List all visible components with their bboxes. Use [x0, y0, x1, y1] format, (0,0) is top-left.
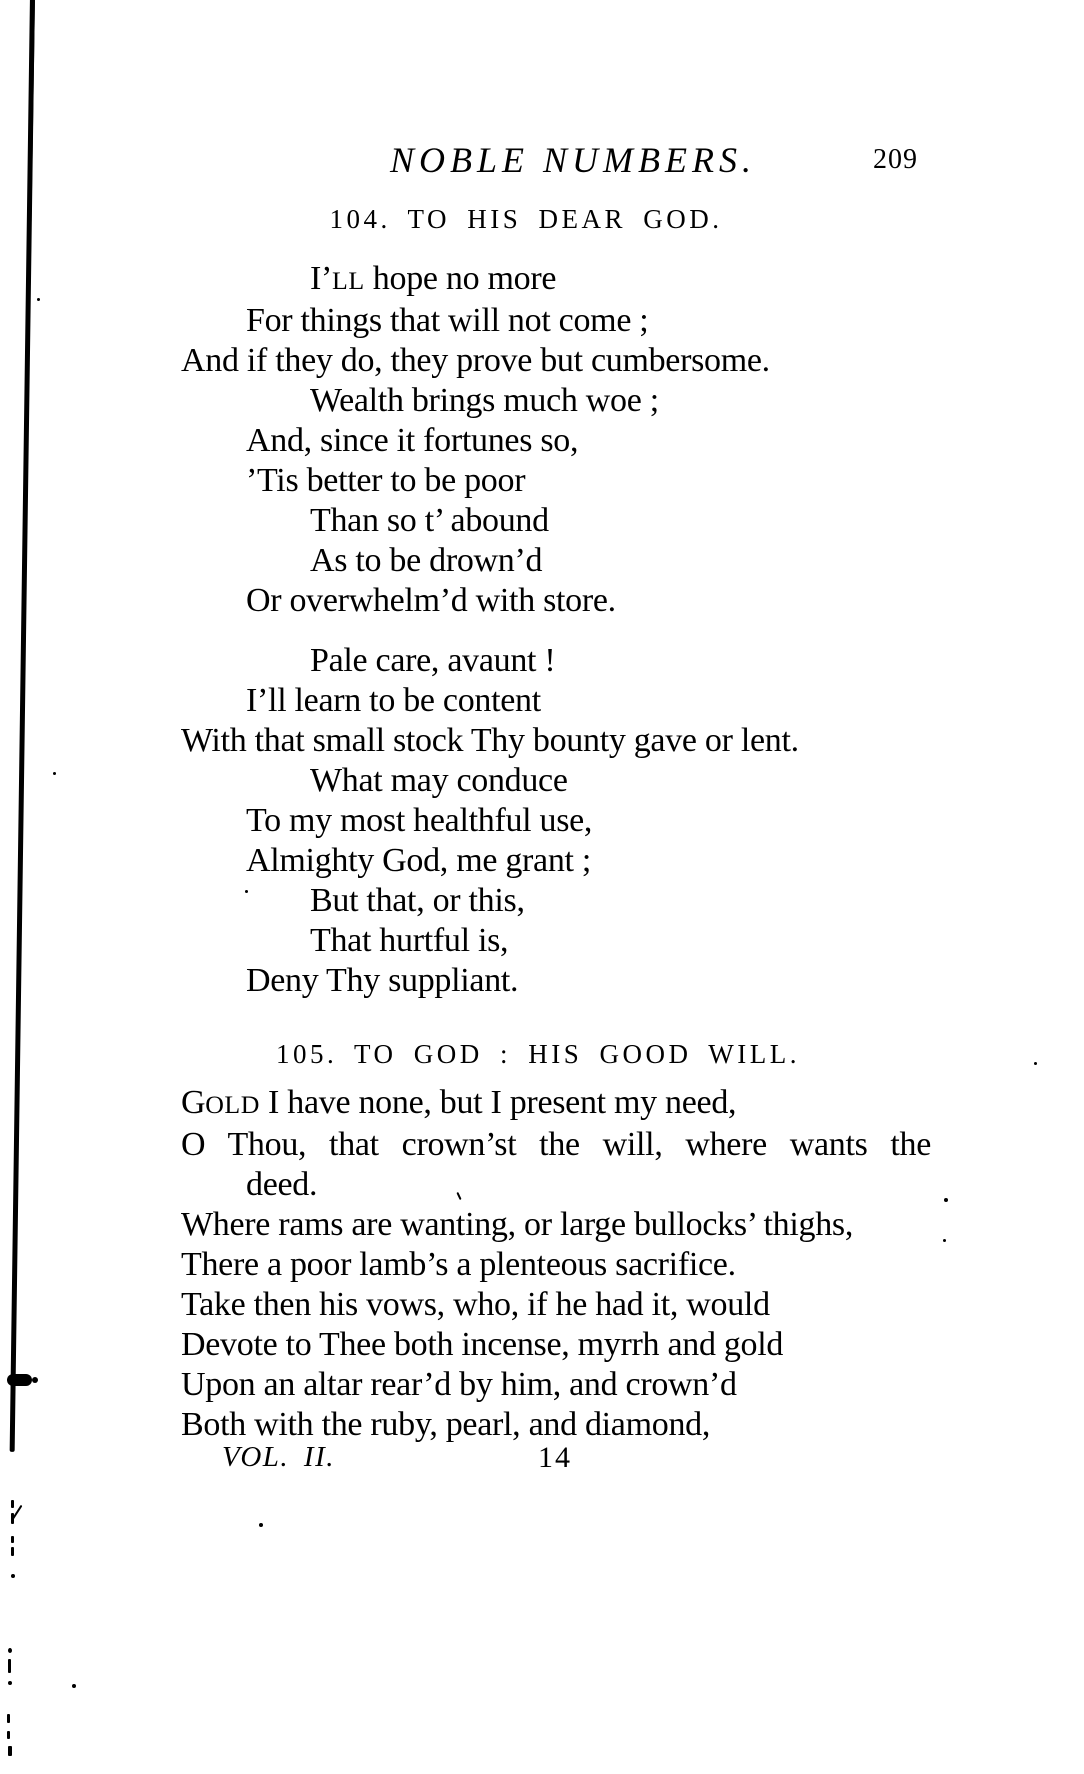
- poem-line: That hurtful is,: [310, 922, 509, 959]
- poem-line: Pale care, avaunt !: [310, 642, 556, 679]
- scan-artifact: [11, 1574, 15, 1578]
- poem-line: Both with the ruby, pearl, and diamond,: [181, 1406, 711, 1443]
- volume-label: VOL. II.: [222, 1441, 335, 1473]
- scan-artifact: [1034, 1062, 1037, 1065]
- poem-line: To my most healthful use,: [246, 802, 593, 839]
- scan-artifact: [8, 1648, 12, 1653]
- poem-line: And, since it fortunes so,: [246, 422, 579, 459]
- poem-104-stanza-1: [181, 259, 931, 621]
- poem-line: For things that will not come ;: [246, 302, 649, 339]
- scan-artifact: [8, 1681, 12, 1685]
- poem-line: But that, or this,: [310, 882, 525, 919]
- running-title: NOBLE NUMBERS.: [390, 140, 756, 180]
- scan-artifact: [72, 1684, 76, 1688]
- poem-line: O Thou, that crown’st the will, where wants the: [181, 1126, 931, 1163]
- poem-line: Or overwhelm’d with store.: [246, 582, 616, 619]
- scan-artifact: [11, 1547, 14, 1556]
- scan-artifact: [11, 1536, 14, 1543]
- poem-line: deed.: [246, 1166, 318, 1203]
- signature-number: 14: [538, 1441, 572, 1474]
- scan-artifact: [37, 298, 40, 301]
- line-lead-cap: G: [181, 1084, 206, 1121]
- scan-artifact: [8, 1746, 12, 1756]
- scan-artifact-ink-blob: [32, 1377, 38, 1383]
- scan-artifact: [7, 1714, 10, 1723]
- line-lead-smallcaps: LL: [332, 266, 365, 295]
- poem-line: And if they do, they prove but cumbersome.: [181, 342, 770, 379]
- scan-artifact: [944, 1198, 948, 1202]
- poem-line: ’Tis better to be poor: [246, 462, 526, 499]
- scan-artifact: [7, 1731, 10, 1739]
- poem-line: I’ll learn to be content: [246, 682, 541, 719]
- poem-line: What may conduce: [310, 762, 568, 799]
- page-number: 209: [873, 144, 918, 175]
- poem-105-stanza-1: [181, 1083, 931, 1445]
- poem-line: Where rams are wanting, or large bullocks’ thighs,: [181, 1206, 854, 1243]
- poem-line: As to be drown’d: [310, 542, 543, 579]
- poem-heading-105: 105. TO GOD : HIS GOOD WILL.: [276, 1039, 800, 1069]
- poem-line: Than so t’ abound: [310, 502, 549, 539]
- poem-line: Upon an altar rear’d by him, and crown’d: [181, 1366, 737, 1403]
- poem-line: Almighty God, me grant ;: [246, 842, 592, 879]
- scan-artifact: [259, 1523, 263, 1527]
- poem-line: Devote to Thee both incense, myrrh and gold: [181, 1326, 784, 1363]
- poem-line: GOLD I have none, but I present my need,: [181, 1084, 737, 1121]
- poem-line: There a poor lamb’s a plenteous sacrifice.: [181, 1246, 736, 1283]
- poem-line: Wealth brings much woe ;: [310, 382, 659, 419]
- scan-artifact: [53, 772, 56, 775]
- line-lead-smallcaps: OLD: [205, 1090, 260, 1119]
- scan-artifact: [11, 1513, 14, 1524]
- poem-line: I’LL hope no more: [310, 260, 557, 297]
- scan-artifact: [943, 1239, 946, 1242]
- poem-line: With that small stock Thy bounty gave or lent.: [181, 722, 799, 759]
- poem-line: Take then his vows, who, if he had it, would: [181, 1286, 770, 1323]
- poem-line: Deny Thy suppliant.: [246, 962, 519, 999]
- line-lead-cap: I’: [310, 260, 333, 297]
- poem-heading-104: 104. TO HIS DEAR GOD.: [329, 204, 723, 234]
- scan-artifact-ink-blob: [7, 1374, 32, 1386]
- poem-104-stanza-2: [181, 641, 931, 1001]
- scan-artifact: [11, 1500, 14, 1508]
- scan-artifact: [8, 1659, 11, 1673]
